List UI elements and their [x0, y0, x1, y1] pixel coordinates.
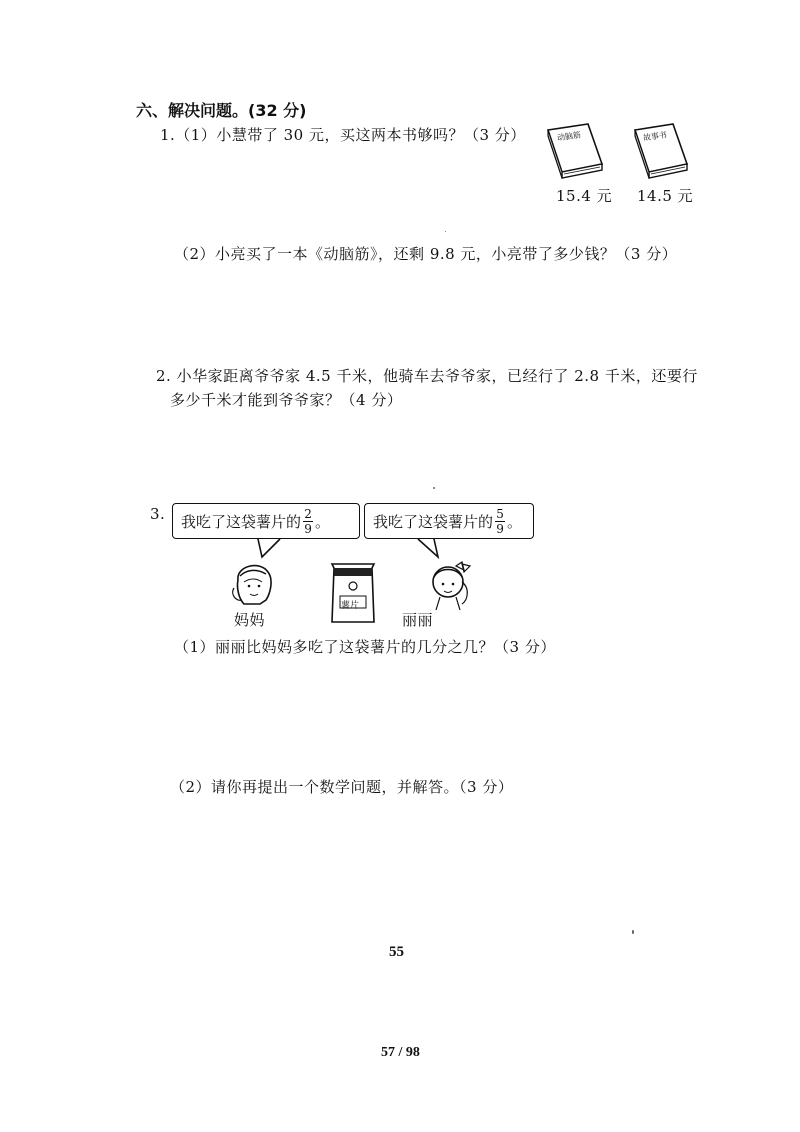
bubble-lili-text: 我吃了这袋薯片的 [373, 512, 494, 531]
chips-bag-icon [330, 560, 376, 626]
mom-icon [230, 560, 278, 608]
question-3-part-1: （1）丽丽比妈妈多吃了这袋薯片的几分之几？（3 分） [174, 638, 556, 656]
book-1-title: 动脑筋 [556, 130, 582, 143]
page-number: 55 [389, 944, 404, 960]
section-title: 六、解决问题。(32 分) [136, 101, 307, 120]
speech-bubble-mom: 我吃了这袋薯片的 $\frac{2}{9}$ 。 [172, 503, 360, 539]
question-3-number: 3. [150, 505, 166, 523]
scan-speck [433, 487, 435, 489]
question-3-part-2: （2）请你再提出一个数学问题，并解答。（3 分） [170, 778, 514, 796]
speech-bubble-lili: 我吃了这袋薯片的 $\frac{5}{9}$ 。 [364, 503, 534, 539]
books-illustration [540, 118, 700, 188]
question-2-line-1: 2. 小华家距离爷爷家 4.5 千米，他骑车去爷爷家，已经行了 2.8 千米，还要行 [156, 367, 698, 385]
fraction-two-ninths: $\frac{2}{9}$ [304, 506, 312, 536]
scan-speck [632, 930, 634, 934]
mom-label: 妈妈 [234, 611, 266, 629]
book-1-price: 15.4 元 [556, 187, 613, 205]
scan-speck [445, 231, 446, 232]
bubble-mom-text: 我吃了这袋薯片的 [181, 512, 302, 531]
lili-label: 丽丽 [402, 611, 434, 629]
question-1-part-2: （2）小亮买了一本《动脑筋》，还剩 9.8 元，小亮带了多少钱？（3 分） [174, 245, 678, 263]
bag-label: 薯片 [341, 601, 360, 611]
fraction-five-ninths: $\frac{5}{9}$ [496, 506, 504, 536]
question-1-part-1: 1.（1）小慧带了 30 元，买这两本书够吗？（3 分） [160, 126, 526, 144]
question-2-line-2: 多少千米才能到爷爷家？（4 分） [170, 391, 403, 409]
pager-indicator: 57 / 98 [381, 1045, 420, 1060]
book-2-price: 14.5 元 [637, 187, 694, 205]
lili-icon [422, 560, 472, 612]
book-2-title: 故事书 [642, 130, 668, 143]
bubble-tails [250, 537, 450, 561]
